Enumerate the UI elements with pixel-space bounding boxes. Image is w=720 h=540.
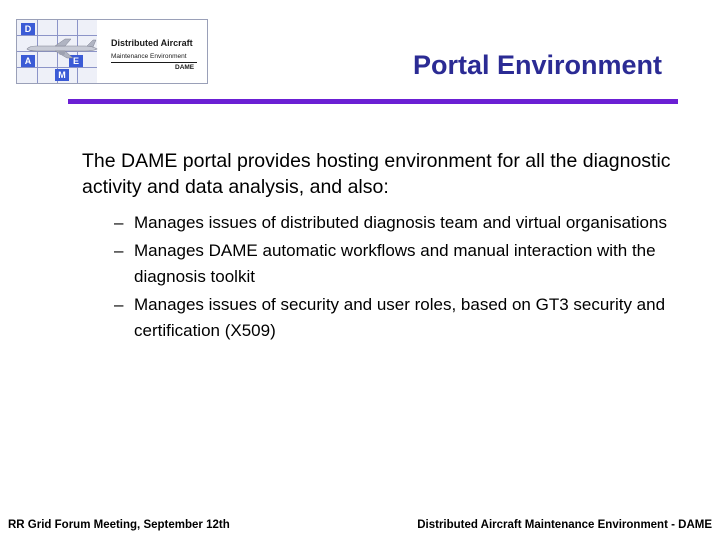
bullet-text: Manages DAME automatic workflows and manual interaction with the diagnosis toolkit xyxy=(134,241,656,286)
logo-letter-m: M xyxy=(55,69,69,81)
bullet-text: Manages issues of distributed diagnosis team and virtual organisations xyxy=(134,213,667,232)
bullet-item xyxy=(114,238,674,290)
intro-paragraph: The DAME portal provides hosting environment for all the diagnostic activity and data analysis, and also: xyxy=(82,150,671,198)
bullet-item xyxy=(114,292,674,344)
aircraft-icon xyxy=(25,38,99,60)
logo-letter-a: A xyxy=(21,55,35,67)
logo-line-2: Maintenance Environment xyxy=(111,53,187,60)
bullet-list xyxy=(114,210,674,346)
logo-line-1: Distributed Aircraft xyxy=(111,38,193,48)
footer-project: Distributed Aircraft Maintenance Environment - DAME xyxy=(417,519,712,531)
bullet-dash: – xyxy=(114,295,124,314)
logo-underline xyxy=(111,62,197,63)
slide-title: Portal Environment xyxy=(412,50,662,80)
logo-letter-d: D xyxy=(21,23,35,35)
bullet-dash: – xyxy=(114,213,124,232)
footer-event: RR Grid Forum Meeting, September 12th xyxy=(8,519,230,531)
title-divider xyxy=(68,99,678,104)
logo-line-3: DAME xyxy=(175,64,195,71)
bullet-dash: – xyxy=(114,241,124,260)
bullet-text: Manages issues of security and user roles, based on GT3 security and certification (X509) xyxy=(134,295,666,340)
logo-letter-e: E xyxy=(69,55,83,67)
dame-logo xyxy=(16,19,208,84)
bullet-item xyxy=(114,210,674,236)
